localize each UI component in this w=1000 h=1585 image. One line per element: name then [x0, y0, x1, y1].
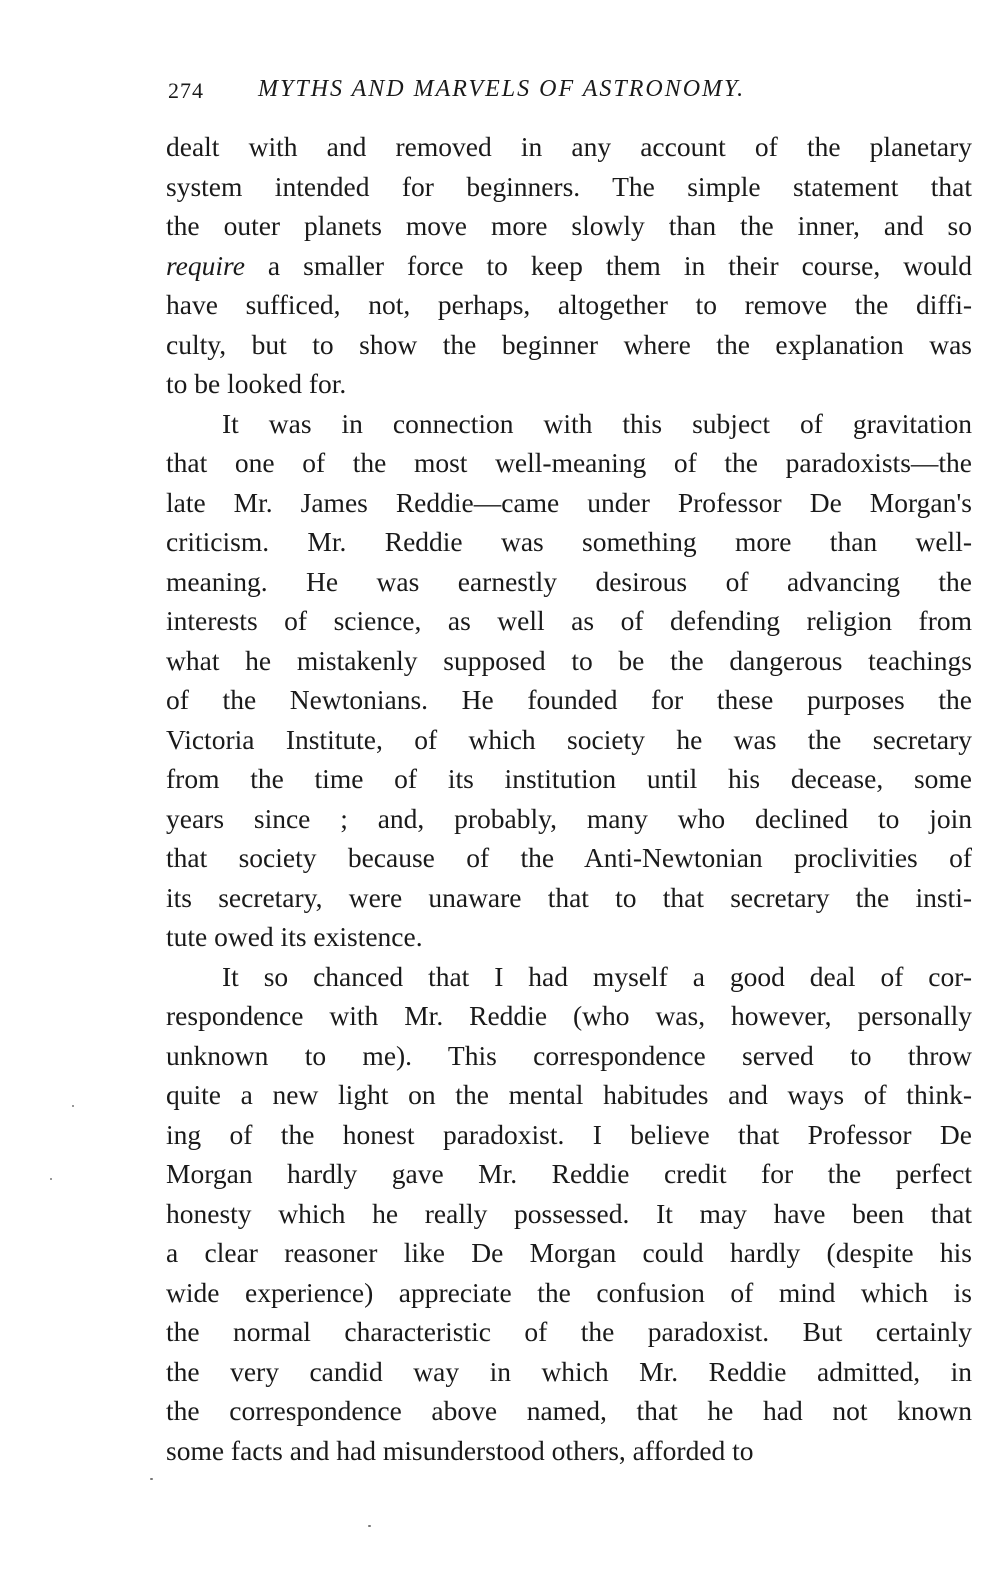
- text-line: [166, 443, 972, 483]
- page-number: 274: [168, 78, 204, 103]
- text-line: [166, 1312, 972, 1352]
- text-segment: dealt with and removed in any account of the planetary: [166, 131, 972, 162]
- print-speck: [72, 1105, 74, 1107]
- italic-word: require: [166, 249, 245, 281]
- text-segment: its secretary, were unaware that to that secretary the insti-: [166, 881, 972, 913]
- text-line: [166, 1391, 972, 1431]
- text-segment: a smaller force to keep them in their course, would: [244, 249, 972, 281]
- text-line: [166, 206, 972, 246]
- text-segment: ing of the honest paradoxist. I believe that Professor De: [166, 1118, 972, 1150]
- text-segment: what he mistakenly supposed to be the dangerous teachings: [166, 644, 972, 676]
- text-segment: have sufficed, not, perhaps, altogether to remove the diffi-: [166, 289, 972, 320]
- text-segment: wide experience) appreciate the confusion of mind which is: [166, 1276, 972, 1308]
- text-line: [166, 404, 972, 444]
- text-segment: quite a new light on the mental habitudes and ways of think-: [166, 1079, 972, 1110]
- text-segment: the very candid way in which Mr. Reddie admitted, in: [166, 1355, 972, 1387]
- text-line: [166, 1194, 972, 1234]
- text-segment: tute owed its existence.: [166, 921, 423, 952]
- print-speck: [50, 1178, 52, 1180]
- text-line: [166, 1115, 972, 1155]
- text-line: [166, 285, 972, 325]
- text-line: [166, 127, 972, 167]
- body-text: [166, 127, 972, 1470]
- text-line: [166, 641, 972, 681]
- running-title: MYTHS AND MARVELS OF ASTRONOMY.: [258, 76, 746, 102]
- text-line: [166, 246, 972, 286]
- text-line: [166, 720, 972, 760]
- text-segment: Victoria Institute, of which society he was the secretary: [166, 723, 972, 755]
- text-segment: years since ; and, probably, many who declined to join: [166, 802, 972, 834]
- text-segment: that society because of the Anti-Newtonian proclivities of: [166, 842, 972, 873]
- text-line: [166, 680, 972, 720]
- text-segment: criticism. Mr. Reddie was something more than well-: [166, 526, 972, 557]
- text-segment: that one of the most well-meaning of the paradoxists—the: [166, 447, 972, 478]
- text-segment: from the time of its institution until his decease, some: [166, 763, 972, 794]
- text-segment: the outer planets move more slowly than the inner, and so: [166, 210, 972, 241]
- text-segment: Morgan hardly gave Mr. Reddie credit for the perfect: [166, 1158, 972, 1189]
- text-line: [166, 917, 972, 957]
- text-segment: to be looked for.: [166, 368, 347, 399]
- text-line: [166, 1075, 972, 1115]
- text-line: [166, 562, 972, 602]
- text-segment: system intended for beginners. The simple statement that: [166, 170, 972, 202]
- text-line: [166, 1233, 972, 1273]
- text-line: [166, 996, 972, 1036]
- text-line: [166, 522, 972, 562]
- text-segment: the correspondence above named, that he had not known: [166, 1395, 972, 1426]
- text-line: [166, 325, 972, 365]
- text-line: [166, 1431, 972, 1471]
- text-line: [166, 1273, 972, 1313]
- text-segment: respondence with Mr. Reddie (who was, however, personally: [166, 1000, 972, 1031]
- text-line: [166, 838, 972, 878]
- print-speck: [368, 1525, 371, 1527]
- text-line: [166, 1352, 972, 1392]
- text-segment: culty, but to show the beginner where the explanation was: [166, 328, 972, 360]
- text-line: [166, 364, 972, 404]
- text-line: [166, 957, 972, 997]
- text-line: [166, 1036, 972, 1076]
- text-line: [166, 601, 972, 641]
- text-line: [166, 483, 972, 523]
- text-line: [166, 759, 972, 799]
- text-line: [166, 167, 972, 207]
- running-header: [168, 74, 978, 104]
- text-line: [166, 878, 972, 918]
- print-speck: [150, 1478, 153, 1480]
- text-segment: unknown to me). This correspondence served to throw: [166, 1039, 972, 1071]
- text-segment: honesty which he really possessed. It may have been that: [166, 1197, 972, 1229]
- text-segment: It was in connection with this subject of gravitation: [222, 407, 972, 439]
- text-segment: meaning. He was earnestly desirous of advancing the: [166, 565, 972, 597]
- text-line: [166, 1154, 972, 1194]
- text-segment: interests of science, as well as of defending religion from: [166, 605, 972, 636]
- text-segment: some facts and had misunderstood others, afforded to: [166, 1434, 754, 1466]
- text-segment: of the Newtonians. He founded for these purposes the: [166, 684, 972, 715]
- text-segment: It so chanced that I had myself a good deal of cor-: [222, 960, 972, 992]
- text-segment: late Mr. James Reddie—came under Professor De Morgan's: [166, 486, 972, 518]
- text-segment: the normal characteristic of the paradoxist. But certainly: [166, 1316, 972, 1347]
- text-segment: a clear reasoner like De Morgan could hardly (despite his: [166, 1237, 972, 1268]
- text-line: [166, 799, 972, 839]
